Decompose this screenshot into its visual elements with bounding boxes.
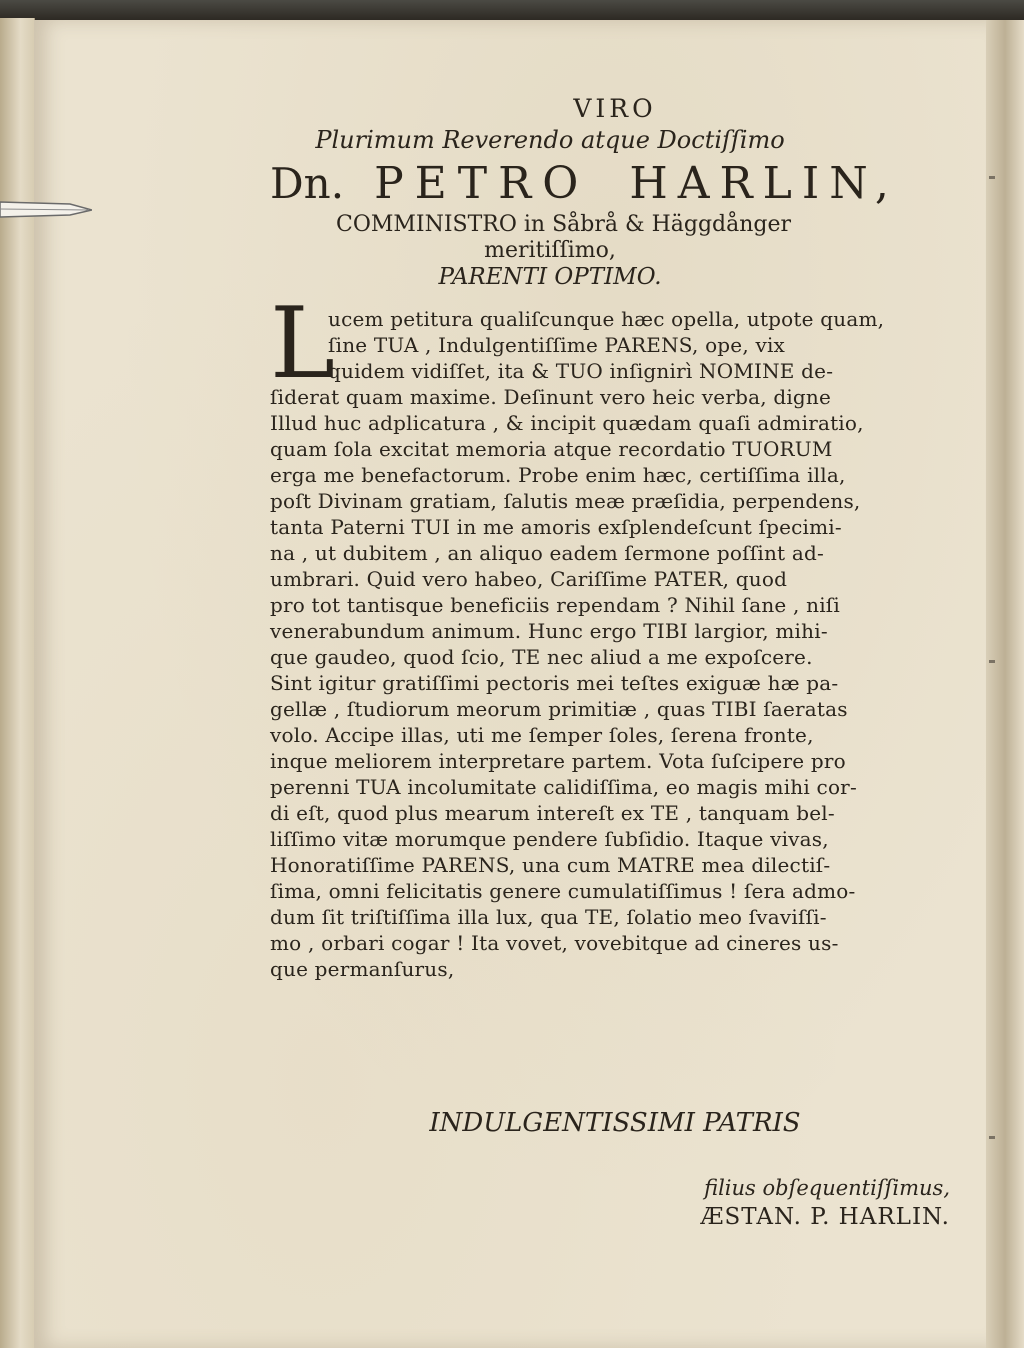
heading-viro: VIRO	[573, 94, 657, 123]
signature-filius: filius obſequentiſſimus,	[704, 1176, 950, 1200]
heading-name-row	[270, 158, 970, 209]
body-line: Sint igitur gratiſſimi pectoris mei teſtes exiguæ hæ pa-	[270, 671, 839, 695]
heading-petro: PETRO	[374, 158, 590, 209]
body-line: volo. Accipe illas, uti me ſemper ſoles, ſerena fronte,	[270, 723, 814, 747]
drop-cap: L	[270, 287, 336, 401]
edge-mark	[989, 660, 995, 663]
closing-line: INDULGENTISSIMI PATRIS	[429, 1108, 801, 1138]
body-line: perenni TUA incolumitate calidiſſima, eo magis mihi cor-	[270, 775, 857, 799]
ribbon-bookmark	[0, 198, 92, 220]
book-binding	[0, 0, 1024, 22]
body-line: Illud huc adplicatura , & incipit quædam quaſi admiratio,	[270, 411, 864, 435]
body-line: di eſt, quod plus mearum intereſt ex TE , tanquam bel-	[270, 801, 835, 825]
edge-mark	[989, 1136, 995, 1139]
body-line: poſt Divinam gratiam, ſalutis meæ præſidia, perpendens,	[270, 489, 861, 513]
body-line: ſine TUA , Indulgentiſſime PARENS, ope, vix	[328, 333, 786, 357]
body-line: erga me benefactorum. Probe enim hæc, certiſſima illa,	[270, 463, 846, 487]
body-line: tanta Paterni TUI in me amoris exſplendeſcunt ſpecimi-	[270, 515, 842, 539]
signature-name: ÆSTAN. P. HARLIN.	[700, 1204, 950, 1230]
heading-dn: Dn.	[270, 159, 345, 208]
body-line: quam ſola excitat memoria atque recordatio TUORUM	[270, 437, 833, 461]
heading-plurimum: Plurimum Reverendo atque Doctiſſimo	[315, 126, 785, 154]
body-line: dum ſit triſtiſſima illa lux, qua TE, ſolatio meo ſvaviſſi-	[270, 905, 827, 929]
body-line: ſima, omni felicitatis genere cumulatiſſimus ! ſera admo-	[270, 879, 856, 903]
body-line: ucem petitura qualiſcunque hæc opella, utpote quam,	[328, 307, 885, 331]
body-line: quidem vidiſſet, ita & TUO inſignirì NOMINE de-	[328, 359, 834, 383]
right-page-edge	[986, 20, 1024, 1348]
body-line: mo , orbari cogar ! Ita vovet, vovebitque ad cineres us-	[270, 931, 839, 955]
body-line: umbrari. Quid vero habeo, Cariſſime PATER, quod	[270, 567, 788, 591]
body-line: pro tot tantisque beneficiis rependam ? Nihil ſane , niſi	[270, 593, 840, 617]
body-line: ſiderat quam maxime. Deſinunt vero heic verba, digne	[270, 385, 832, 409]
body-line: que permanſurus,	[270, 957, 455, 981]
body-line: na , ut dubitem , an aliquo eadem ſermone poſſint ad-	[270, 541, 824, 565]
body-line: venerabundum animum. Hunc ergo TIBI largior, mihi-	[270, 619, 828, 643]
heading-parenti: PARENTI OPTIMO.	[438, 264, 662, 290]
heading-meritissimo: meritiſſimo,	[484, 238, 616, 263]
body-line: gellæ , ſtudiorum meorum primitiæ , quas TIBI ſaeratas	[270, 697, 848, 721]
body-line: que gaudeo, quod ſcio, TE nec aliud a me expoſcere.	[270, 645, 813, 669]
heading-comministro: COMMINISTRO in Såbrå & Häggdånger	[336, 212, 792, 237]
body-line: Honoratiſſime PARENS, una cum MATRE mea dilectiſ-	[270, 853, 831, 877]
body-line: inque meliorem interpretare partem. Vota ſuſcipere pro	[270, 749, 846, 773]
body-line: liſſimo vitæ morumque pendere ſubſidio. Itaque vivas,	[270, 827, 829, 851]
edge-mark	[989, 176, 995, 179]
heading-harlin: HARLIN,	[629, 158, 899, 209]
